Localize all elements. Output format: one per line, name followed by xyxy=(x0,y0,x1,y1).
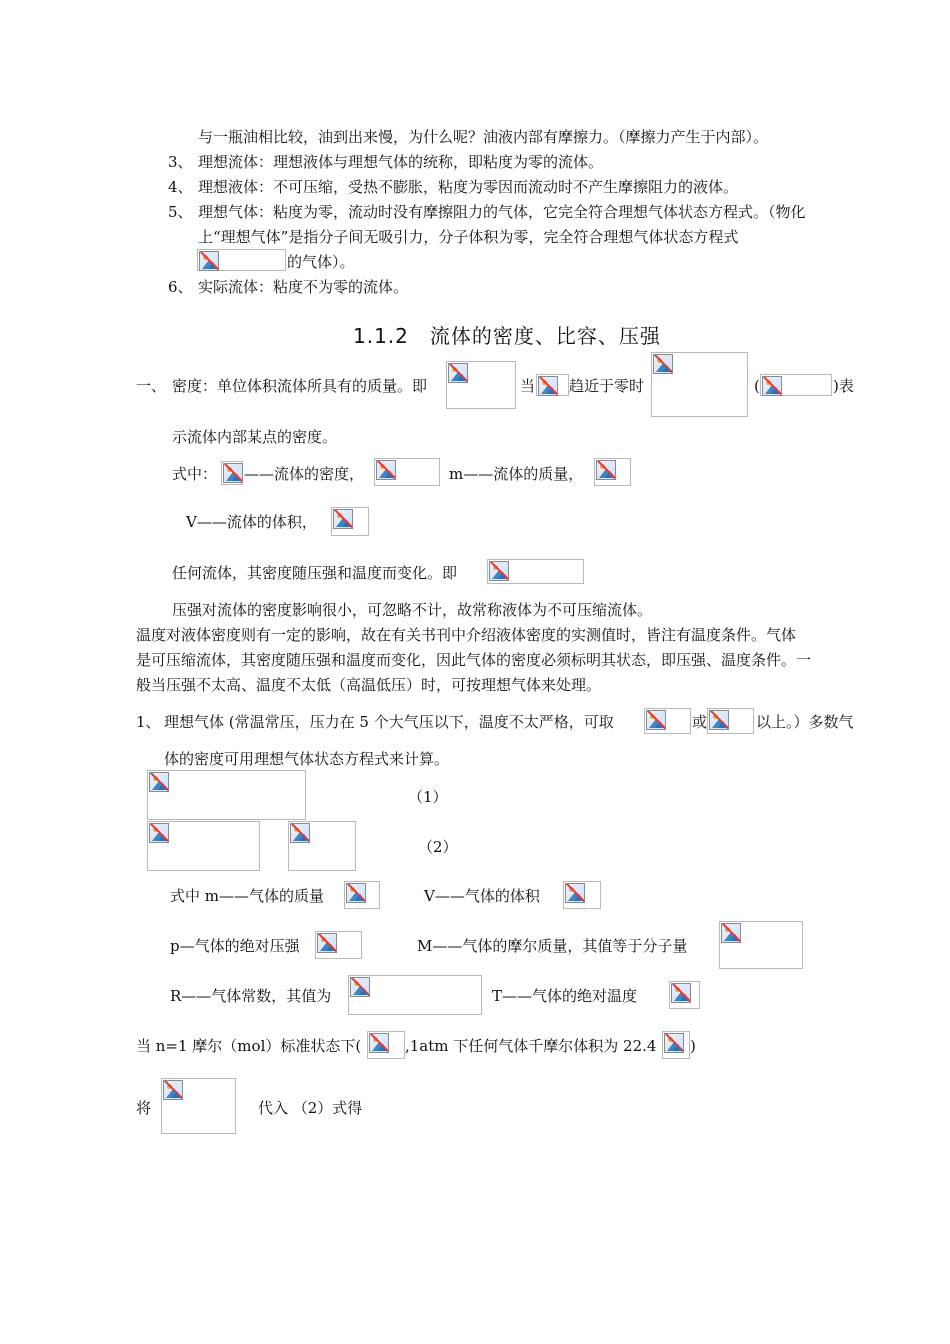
text-line: 的气体）。 xyxy=(287,253,355,271)
text-line: V——流体的体积， xyxy=(186,513,317,531)
text-line: 趋近于零时 xyxy=(569,377,645,395)
broken-image-icon xyxy=(448,363,468,383)
broken-image-icon xyxy=(290,823,310,843)
text-line: ) xyxy=(690,1037,696,1055)
broken-image-icon xyxy=(199,251,219,271)
broken-image-icon xyxy=(149,772,169,792)
text-line: V——气体的体积 xyxy=(424,887,540,905)
text-line: 与一瓶油相比较，油到出来慢，为什么呢？油液内部有摩擦力。（摩擦力产生于内部）。 xyxy=(198,128,769,146)
text-line: M——气体的摩尔质量，其值等于分子量 xyxy=(417,937,688,955)
broken-image-icon xyxy=(350,977,370,997)
text-line: ( xyxy=(754,377,760,395)
formula-image xyxy=(221,461,243,485)
text-line: T——气体的绝对温度 xyxy=(492,987,638,1005)
list-number: 4、 xyxy=(168,178,193,196)
broken-image-icon xyxy=(762,376,782,396)
list-number: 3、 xyxy=(168,153,193,171)
broken-image-icon xyxy=(709,710,729,730)
formula-image xyxy=(331,507,369,536)
text-line: 密度：单位体积流体所具有的质量。即 xyxy=(172,377,428,395)
text-line: 式中 m——气体的质量 xyxy=(170,887,324,905)
equation-image xyxy=(147,821,260,871)
list-number: 6、 xyxy=(168,278,193,296)
text-line: R——气体常数，其值为 xyxy=(170,987,332,1005)
broken-image-icon xyxy=(163,1080,183,1100)
broken-image-icon xyxy=(346,883,366,903)
text-line: 任何流体，其密度随压强和温度而变化。即 xyxy=(172,564,458,582)
text-line: ,1atm 下任何气体千摩尔体积为 22.4 xyxy=(405,1037,657,1055)
formula-image xyxy=(760,374,832,396)
broken-image-icon xyxy=(646,710,666,730)
formula-image xyxy=(487,559,584,584)
broken-image-icon xyxy=(149,823,169,843)
text-line: 温度对液体密度则有一定的影响，故在有关书刊中介绍液体密度的实测值时，皆注有温度条件。气体 xyxy=(136,626,797,644)
text-line: )表 xyxy=(833,377,854,395)
text-line: 当 n=1 摩尔（mol）标准状态下( xyxy=(136,1037,362,1055)
formula-image xyxy=(315,931,362,959)
formula-image xyxy=(348,975,482,1015)
equation-number: （2） xyxy=(418,838,458,856)
section-heading: 1.1.2 流体的密度、比容、压强 xyxy=(353,324,661,348)
text-line: 以上。）多数气 xyxy=(756,713,854,731)
formula-image xyxy=(197,249,286,271)
formula-image xyxy=(563,881,601,909)
formula-image xyxy=(374,458,440,486)
formula-image xyxy=(161,1078,236,1134)
broken-image-icon xyxy=(376,460,396,480)
text-line: 将 xyxy=(136,1099,152,1117)
formula-image xyxy=(536,374,569,396)
text-line: 式中： xyxy=(172,465,218,483)
list-number: 一、 xyxy=(136,377,167,395)
broken-image-icon xyxy=(489,561,509,581)
text-line: 般当压强不太高、温度不太低（高温低压）时，可按理想气体来处理。 xyxy=(136,676,602,694)
text-line: 当 xyxy=(520,377,536,395)
broken-image-icon xyxy=(333,509,353,529)
formula-image xyxy=(719,921,803,969)
text-line: 或 xyxy=(692,713,708,731)
formula-image xyxy=(707,708,754,734)
formula-image xyxy=(344,881,380,909)
formula-image xyxy=(644,708,691,734)
equation-image xyxy=(288,821,356,871)
broken-image-icon xyxy=(223,463,243,483)
text-line: 理想流体：理想液体与理想气体的统称，即粘度为零的流体。 xyxy=(198,153,604,171)
formula-image xyxy=(669,981,700,1009)
text-line: ——流体的密度， xyxy=(244,465,365,483)
formula-image xyxy=(446,361,516,409)
text-line: 上“理想气体”是指分子间无吸引力，分子体积为零，完全符合理想气体状态方程式 xyxy=(198,228,739,246)
text-line: 代入 （2）式得 xyxy=(258,1099,363,1117)
broken-image-icon xyxy=(596,460,616,480)
text-line: 理想液体：不可压缩，受热不膨胀，粘度为零因而流动时不产生摩擦阻力的液体。 xyxy=(198,178,739,196)
text-line: 是可压缩流体，其密度随压强和温度而变化，因此气体的密度必须标明其状态，即压强、温度条件。一 xyxy=(136,651,812,669)
equation-number: （1） xyxy=(408,788,448,806)
formula-image xyxy=(662,1031,690,1059)
broken-image-icon xyxy=(653,354,673,374)
equation-image xyxy=(147,770,306,820)
broken-image-icon xyxy=(369,1033,389,1053)
text-line: 实际流体：粘度不为零的流体。 xyxy=(198,278,409,296)
broken-image-icon xyxy=(317,933,337,953)
text-line: 理想气体 (常温常压，压力在 5 个大气压以下，温度不太严格，可取 xyxy=(164,713,614,731)
text-line: 压强对流体的密度影响很小，可忽略不计，故常称液体为不可压缩流体。 xyxy=(172,601,653,619)
list-number: 1、 xyxy=(136,713,161,731)
formula-image xyxy=(594,458,631,486)
formula-image xyxy=(651,352,748,417)
broken-image-icon xyxy=(538,376,558,396)
text-line: 理想气体：粘度为零，流动时没有摩擦阻力的气体，它完全符合理想气体状态方程式。（物化 xyxy=(198,203,806,221)
text-line: p—气体的绝对压强 xyxy=(170,937,300,955)
formula-image xyxy=(367,1031,405,1059)
text-line: 示流体内部某点的密度。 xyxy=(172,428,338,446)
broken-image-icon xyxy=(721,923,741,943)
broken-image-icon xyxy=(664,1033,684,1053)
text-line: m——流体的质量， xyxy=(449,465,584,483)
list-number: 5、 xyxy=(168,203,193,221)
broken-image-icon xyxy=(565,883,585,903)
broken-image-icon xyxy=(671,983,691,1003)
text-line: 体的密度可用理想气体状态方程式来计算。 xyxy=(164,750,450,768)
